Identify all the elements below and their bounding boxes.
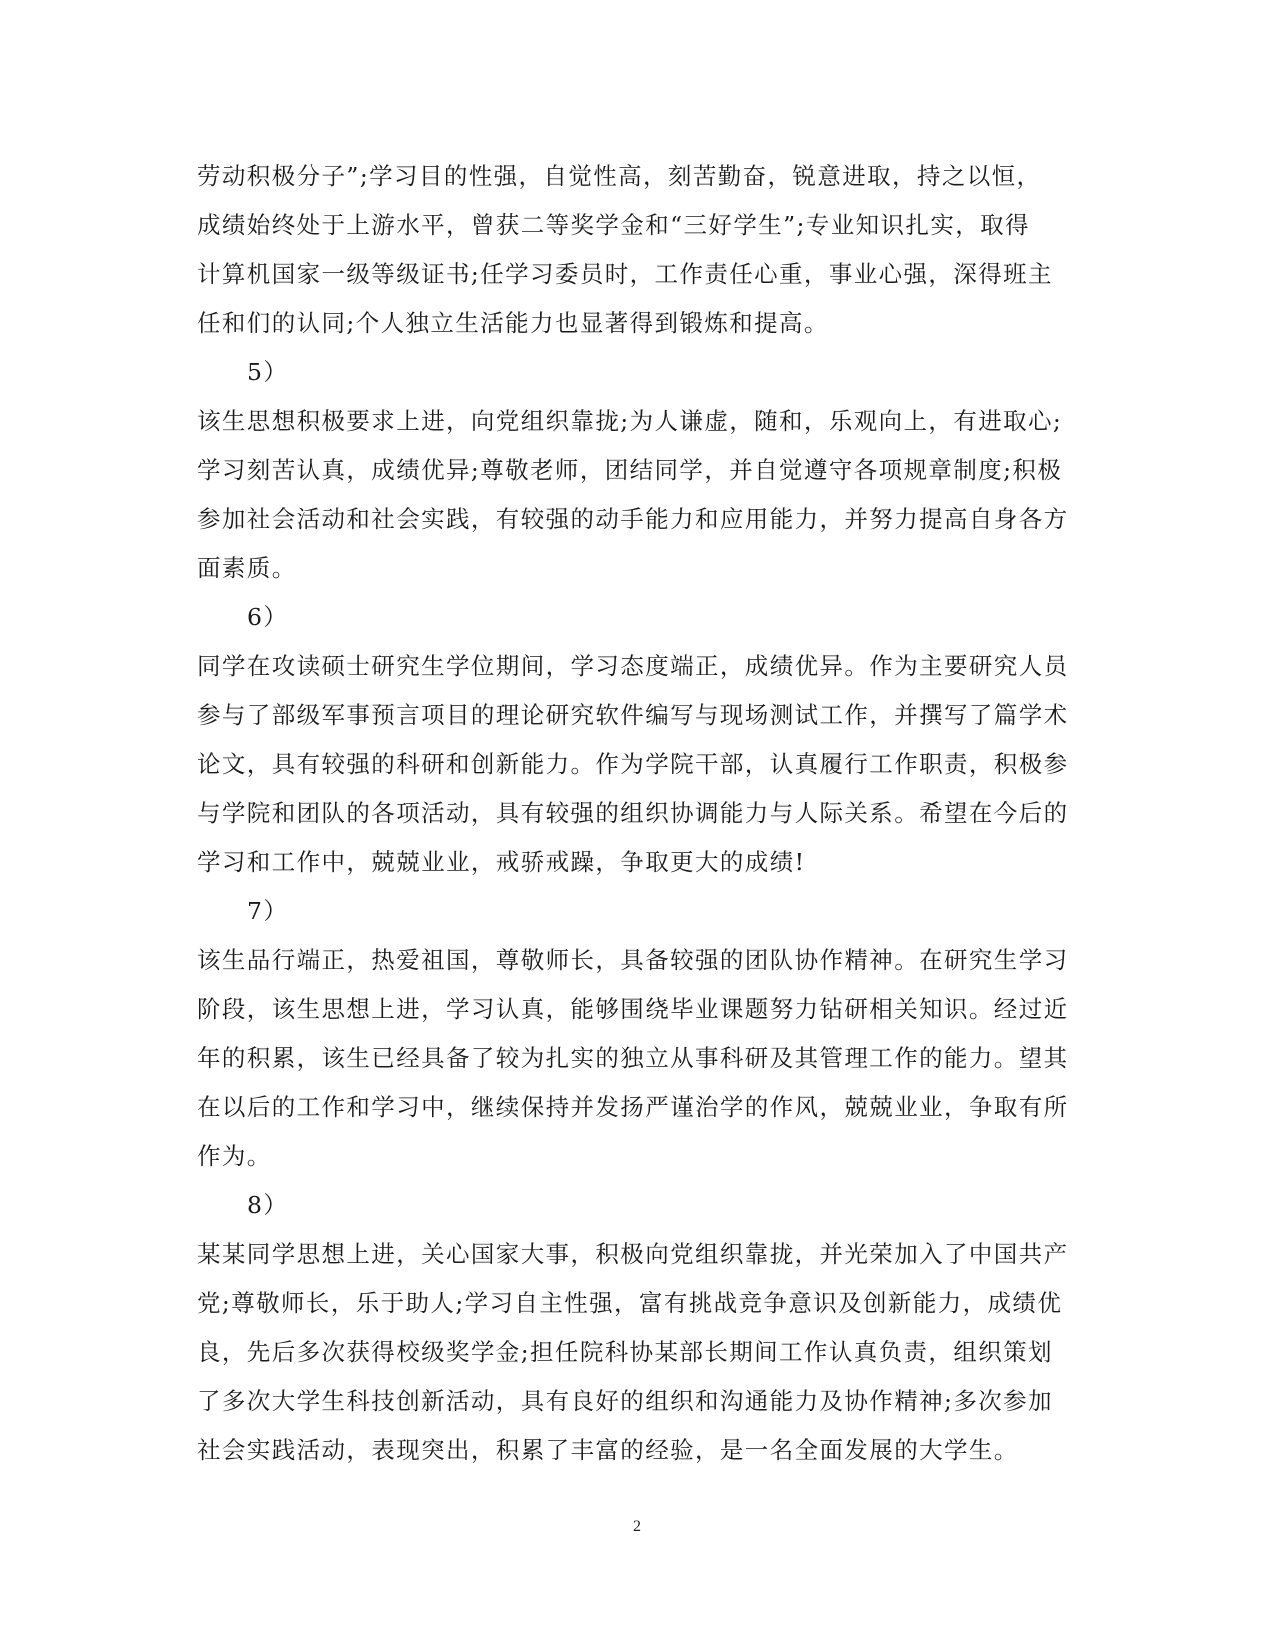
- text-line: 某某同学思想上进，关心国家大事，积极向党组织靠拢，并光荣加入了中国共产: [197, 1240, 1069, 1268]
- paragraph-continued: [197, 152, 1077, 348]
- text-line: 作为。: [197, 1142, 272, 1170]
- text-line: 良，先后多次获得校级奖学金;担任院科协某部长期间工作认真负责，组织策划: [197, 1338, 1053, 1366]
- text-line: 学习和工作中，兢兢业业，戒骄戒躁，争取更大的成绩!: [197, 848, 806, 876]
- page-number: 2: [633, 1518, 641, 1535]
- text-line: 参加社会活动和社会实践，有较强的动手能力和应用能力，并努力提高自身各方: [197, 505, 1069, 533]
- text-line: 论文，具有较强的科研和创新能力。作为学院干部，认真履行工作职责，积极参: [197, 750, 1069, 778]
- text-line: 了多次大学生科技创新活动，具有良好的组织和沟通能力及协作精神;多次参加: [197, 1387, 1053, 1415]
- paragraph-item-6: [197, 642, 1077, 887]
- item-number-7: 7）: [247, 897, 289, 925]
- text-line: 党;尊敬师长，乐于助人;学习自主性强，富有挑战竞争意识及创新能力，成绩优: [197, 1289, 1063, 1317]
- document-body: [197, 152, 1077, 1475]
- text-line: 学习刻苦认真，成绩优异;尊敬老师，团结同学，并自觉遵守各项规章制度;积极: [197, 456, 1063, 484]
- paragraph-item-7: [197, 936, 1077, 1181]
- text-line: 面素质。: [197, 554, 297, 582]
- item-number-5: 5）: [247, 358, 289, 386]
- item-number-6: 6）: [247, 603, 289, 631]
- text-line: 该生品行端正，热爱祖国，尊敬师长，具备较强的团队协作精神。在研究生学习: [197, 946, 1069, 974]
- item-number-8: 8）: [247, 1191, 289, 1219]
- text-line: 社会实践活动，表现突出，积累了丰富的经验，是一名全面发展的大学生。: [197, 1436, 1019, 1464]
- text-line: 在以后的工作和学习中，继续保持并发扬严谨治学的作风，兢兢业业，争取有所: [197, 1093, 1069, 1121]
- text-line: 与学院和团队的各项活动，具有较强的组织协调能力与人际关系。希望在今后的: [197, 799, 1069, 827]
- text-line: 阶段，该生思想上进，学习认真，能够围绕毕业课题努力钻研相关知识。经过近: [197, 995, 1069, 1023]
- text-line: 参与了部级军事预言项目的理论研究软件编写与现场测试工作，并撰写了篇学术: [197, 701, 1069, 729]
- text-line: 任和们的认同;个人独立生活能力也显著得到锻炼和提高。: [197, 309, 829, 337]
- paragraph-item-5: [197, 397, 1077, 593]
- text-line: 年的积累，该生已经具备了较为扎实的独立从事科研及其管理工作的能力。望其: [197, 1044, 1069, 1072]
- text-line: 成绩始终处于上游水平，曾获二等奖学金和“三好学生”;专业知识扎实，取得: [197, 211, 1030, 239]
- paragraph-item-8: [197, 1230, 1077, 1475]
- text-line: 该生思想积极要求上进，向党组织靠拢;为人谦虚，随和，乐观向上，有进取心;: [197, 407, 1063, 435]
- text-line: 计算机国家一级等级证书;任学习委员时，工作责任心重，事业心强，深得班主: [197, 260, 1053, 288]
- text-line: 同学在攻读硕士研究生学位期间，学习态度端正，成绩优异。作为主要研究人员: [197, 652, 1069, 680]
- text-line: 劳动积极分子”;学习目的性强，自觉性高，刻苦勤奋，锐意进取，持之以恒，: [197, 162, 1042, 190]
